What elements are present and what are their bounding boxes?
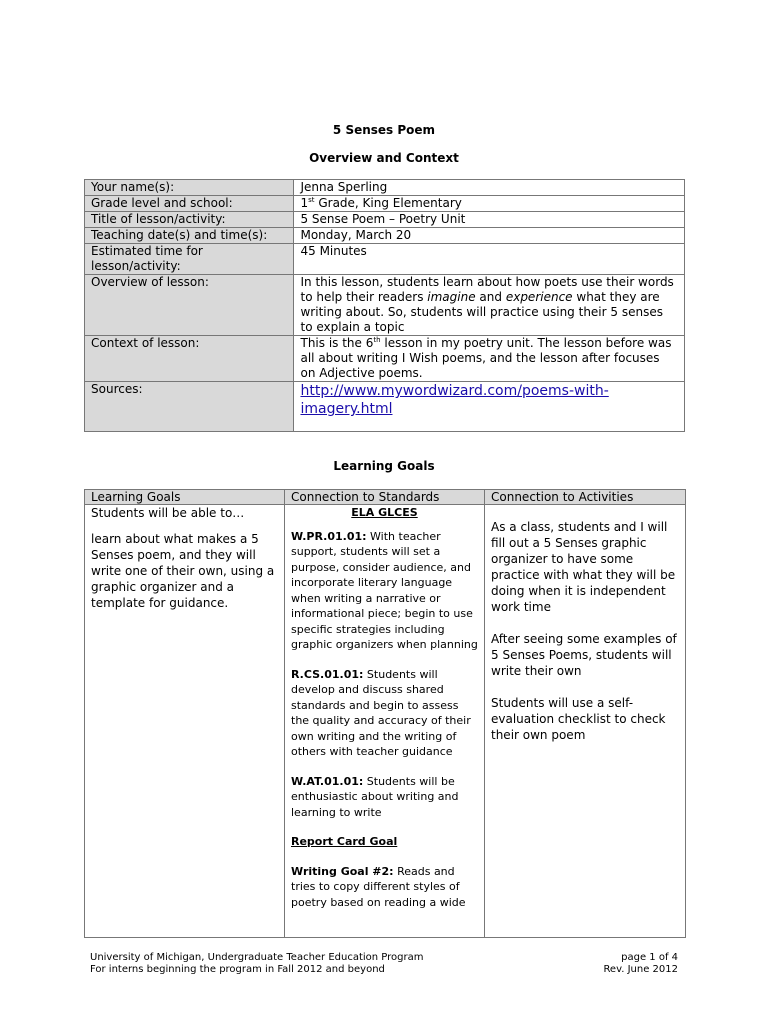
table-row — [85, 275, 685, 336]
ela-glces-heading: ELA GLCES — [351, 506, 418, 519]
overview-of-lesson-value: In this lesson, students learn about how poets use their words to help their readers imagine and experience what they are writing about. So, students will practice using their 5 senses to explain a topic — [294, 275, 685, 336]
activity-item: After seeing some examples of 5 Senses Poems, students will write their own — [491, 632, 677, 678]
report-card-goal-heading: Report Card Goal — [291, 835, 398, 848]
learning-goals-heading: Learning Goals — [333, 459, 435, 473]
table-row — [85, 212, 685, 228]
page-number: page 1 of 4 — [621, 952, 678, 963]
footer-interns: For interns beginning the program in Fall 2012 and beyond — [90, 964, 385, 975]
estimated-time-value: 45 Minutes — [294, 244, 685, 275]
activity-item: Students will use a self-evaluation checklist to check their own poem — [491, 696, 666, 742]
sources-value — [294, 382, 685, 432]
footer-left — [90, 952, 424, 976]
document-title: 5 Senses Poem — [332, 123, 436, 137]
standards-cell — [285, 505, 485, 938]
grade-suffix: st — [308, 196, 315, 204]
overview-table — [84, 179, 685, 432]
standard-item: W.AT.01.01: Students will be enthusiastic about writing and learning to write — [291, 774, 459, 819]
table-row — [85, 180, 685, 196]
revision-date: Rev. June 2012 — [603, 964, 678, 975]
footer-university: University of Michigan, Undergraduate Teacher Education Program — [90, 952, 424, 963]
footer-right — [603, 952, 678, 976]
grade-value — [294, 196, 685, 212]
table-row — [85, 196, 685, 212]
column-header-standards: Connection to Standards — [285, 490, 485, 505]
learning-goals-cell — [85, 505, 285, 938]
learning-goals-table — [84, 489, 686, 938]
estimated-time-label: Estimated time for lesson/activity: — [85, 244, 294, 275]
overview-of-lesson-label: Overview of lesson: — [85, 275, 294, 336]
column-header-activities: Connection to Activities — [485, 490, 686, 505]
context-label: Context of lesson: — [85, 336, 294, 382]
standard-item: R.CS.01.01: Students will develop and discuss shared standards and begin to assess the quality and accuracy of their own writing and the writing of others with teacher guidance — [291, 667, 471, 758]
sources-link[interactable]: http://www.mywordwizard.com/poems-with-imagery.html — [300, 383, 609, 417]
context-value: This is the 6th lesson in my poetry unit. The lesson before was all about writing I Wish poems, and the lesson after focuses on Adjective poems. — [294, 336, 685, 382]
table-row — [85, 505, 686, 938]
table-row — [85, 336, 685, 382]
activities-cell — [485, 505, 686, 938]
table-row — [85, 382, 685, 432]
grade-number: 1 — [300, 196, 309, 210]
sources-label: Sources: — [85, 382, 294, 432]
table-header-row — [85, 490, 686, 505]
standard-item: W.PR.01.01: With teacher support, students will set a purpose, consider audience, and incorporate literary language when writing a narrative or informational piece; begin to use specific strategies including graphic organizers when planning — [291, 529, 478, 651]
goal-text: learn about what makes a 5 Senses poem, and they will write one of their own, using a graphic organizer and a template for guidance. — [91, 532, 275, 610]
overview-heading: Overview and Context — [309, 151, 459, 165]
activity-item: As a class, students and I will fill out a 5 Senses graphic organizer to have some practice with what they will be doing when it is independent work time — [491, 520, 676, 614]
grade-label: Grade level and school: — [85, 196, 294, 212]
lesson-title-value: 5 Sense Poem – Poetry Unit — [294, 212, 685, 228]
table-row — [85, 228, 685, 244]
grade-school: Grade, King Elementary — [314, 196, 462, 210]
lesson-title-label: Title of lesson/activity: — [85, 212, 294, 228]
teaching-date-value: Monday, March 20 — [294, 228, 685, 244]
teaching-date-label: Teaching date(s) and time(s): — [85, 228, 294, 244]
name-value: Jenna Sperling — [294, 180, 685, 196]
goal-intro: Students will be able to… — [91, 506, 245, 520]
column-header-learning-goals: Learning Goals — [85, 490, 285, 505]
standard-item: Writing Goal #2: Reads and tries to copy different styles of poetry based on reading a wide — [291, 864, 466, 909]
table-row — [85, 244, 685, 275]
name-label: Your name(s): — [85, 180, 294, 196]
